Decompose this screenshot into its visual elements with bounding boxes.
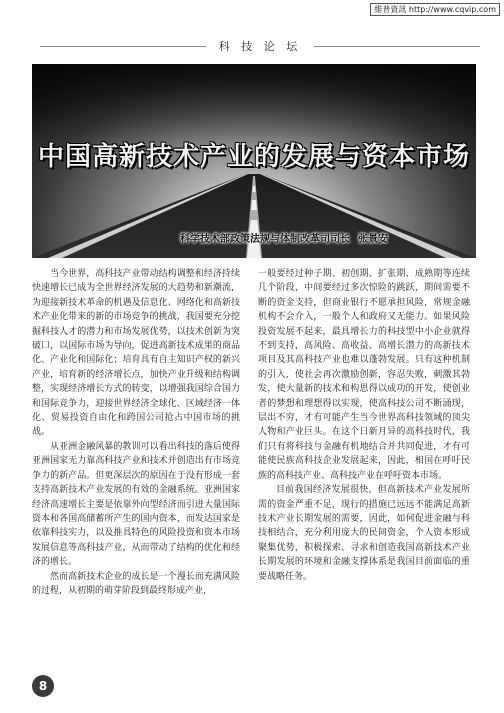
hero-banner	[32, 64, 476, 258]
author-byline	[180, 230, 396, 245]
left-column	[32, 267, 240, 598]
author-affiliation: 科学技术部政策法规与体制改革司司长	[180, 234, 350, 245]
header-rule-right	[314, 46, 480, 47]
article-title: 中国高新技术产业的发展与资本市场	[37, 142, 470, 172]
watermark-label: 維普資訊 http://www.cqvip.com	[370, 3, 500, 16]
body-paragraph: 一般要经过种子期、初创期、扩张期、成熟期等连续几个阶段，中间要经过多次惊险的跳跃，期间需要不断的资金支持，但商业银行不愿承担风险，常规金融机构不会介入，一般个人和政府又无能力。如果风险投资发展不起来，最具增长力的科技型中小企业就得不到支持，高风险、高收益、高增长潜力的高新技术项目及其高科技产业也难以蓬勃发展。只有这种机制的引入，使社会再次激励创新，容忍失败，刺激其勃发，使大量新的技术和构思得以成功的开发，使创业者的梦想和理想得以实现，使高科技公司不断涌现，层出不穷，才有可能产生当今世界高科技领域的顶尖人物和产业巨头。在这个日新月异的高科技时代，我们只有将科技与金融有机地结合并共同促进，才有可能使民族高科技企业发展起来，因此，相国在呼吁民族的高科技产业、高科技产业在呼吁资本市场。	[258, 269, 470, 481]
author-name: 张景安	[358, 234, 388, 245]
page-number: 8	[32, 675, 54, 697]
body-paragraph: 然而高新技术企业的成长是一个漫长而充满风险的过程，从初期的萌芽阶段到最终形成产业，	[32, 571, 240, 596]
body-paragraph: 当今世界，高科技产业带动结构调整和经济持续快速增长已成为全世界经济发展的大趋势和新潮流，为迎接新技术革命的机遇及信息化、网络化和高新技术产业化带来的新的市场竞争的挑战，我国要充分挖掘科技人才的潜力和市场发展优势，以技术创新为突破口，以国际市场为导向，促进高新技术成果的商品化、产业化和国际化；培育具有自主知识产权的新兴产业，培育新的经济增长点，加快产业升级和结构调整，实现经济增长方式的转变，以增强我国综合国力和国际竞争力，迎接世界经济全球化、区域经济一体化、贸易投资自由化和跨国公司抢占中国市场的挑战。	[32, 269, 240, 438]
section-header	[40, 38, 480, 54]
header-rule-left	[40, 46, 206, 47]
sky-shade	[32, 64, 476, 144]
body-paragraph: 从亚洲金融风暴的教训可以看出科技的落后使得亚洲国家无力靠高科技产业和技术并创造出有市场竞争力的新产品。但更深层次的原因在于没有形成一套支持高新技术产业发展的有效的金融系统。亚洲国家经济高速增长主要是依靠外向型经济而引进大量国际资本和各国高储蓄所产生的国内资本，而发达国家是依靠科技实力，以及推具特色的风险投资和资本市场发展信息等高科技产业，从而带动了结构的优化和经济的增长。	[32, 441, 240, 568]
right-column	[258, 267, 470, 584]
body-paragraph: 目前我国经济发展很快，但高新技术产业发展所需的资金严重不足，现行的措施已远远不能满足高新技术产业长期发展的需要，因此，如何促进金融与科技相结合，充分利用庞大的民间资金，个人资本形成聚集优势，积极探索、寻求和创造我国高新技术产业长期发展的环境和金融支撑体系是我国目前面临的重要战略任务。	[258, 485, 470, 582]
section-title: 科 技 论 坛	[218, 40, 302, 53]
